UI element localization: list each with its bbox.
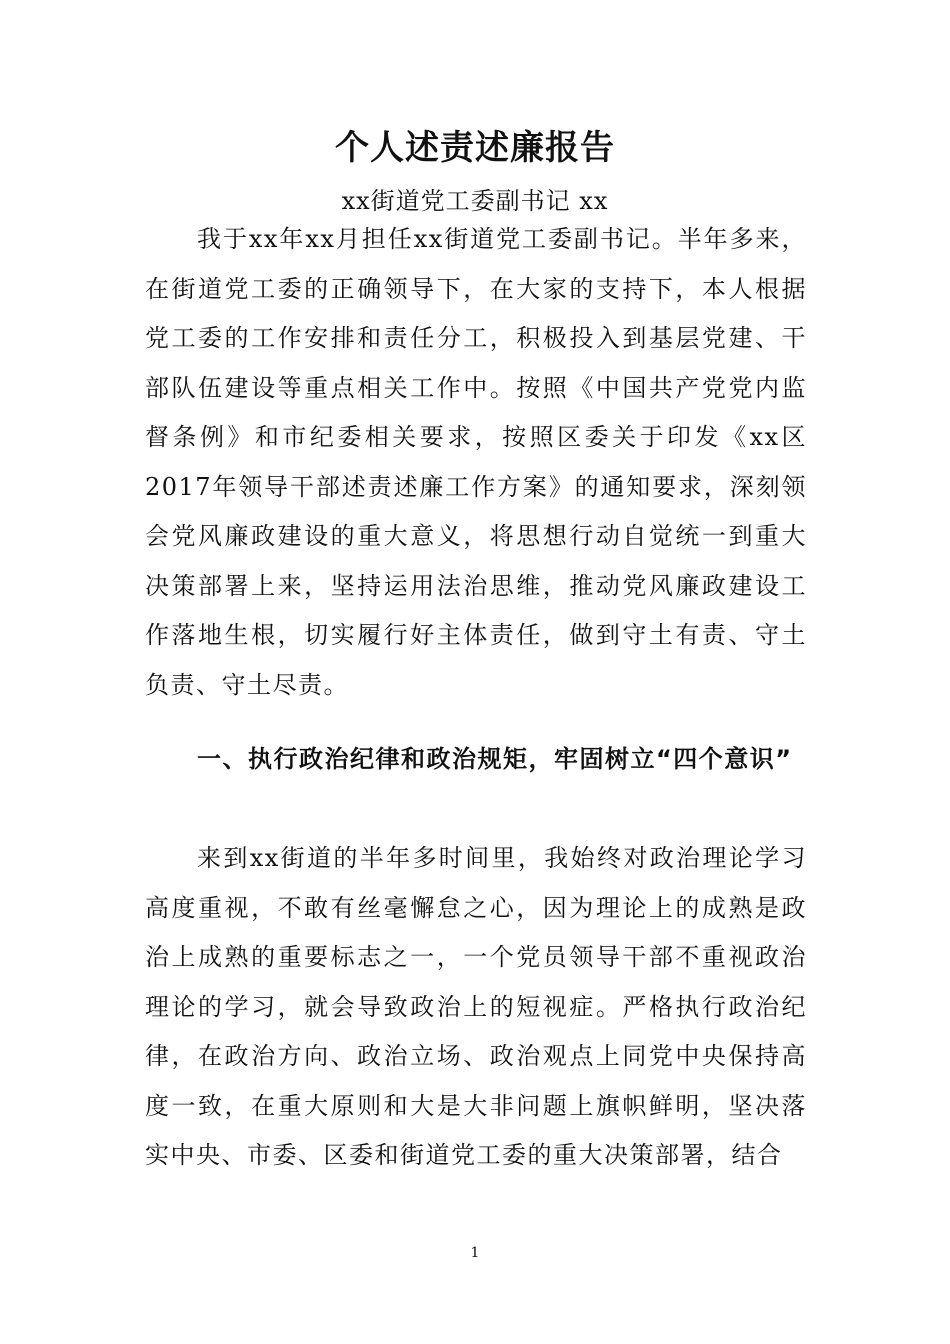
document-subtitle: xx街道党工委副书记 xx bbox=[341, 187, 609, 215]
document-title: 个人述责述廉报告 bbox=[335, 128, 615, 168]
section-heading: 一、执行政治纪律和政治规矩，牢固树立“四个意识” bbox=[197, 745, 793, 773]
intro-paragraph: 我于xx年xx月担任xx街道党工委副书记。半年多来，在街道党工委的正确领导下，在大家的支持下，本人根据党工委的工作安排和责任分工，积极投入到基层党建、干部队伍建设等重点相关工作中。按照《中国共产党党内监督条例》和市纪委相关要求，按照区委关于印发《xx区2017年领导干部述责述廉工作方案》的通知要求，深刻领会党风廉政建设的重大意义，将思想行动自觉统一到重大决策部署上来，坚持运用法治思维，推动党风廉政建设工作落地生根，切实履行好主体责任，做到守土有责、守土负责、守土尽责。 bbox=[145, 225, 807, 699]
page-number: 1 bbox=[470, 1245, 480, 1261]
section-paragraph: 来到xx街道的半年多时间里，我始终对政治理论学习高度重视，不敢有丝毫懈怠之心，因为理论上的成熟是政治上成熟的重要标志之一，一个党员领导干部不重视政治理论的学习，就会导致政治上的短视症。严格执行政治纪律，在政治方向、政治立场、政治观点上同党中央保持高度一致，在重大原则和大是大非问题上旗帜鲜明，坚决落实中央、市委、区委和街道党工委的重大决策部署，结合 bbox=[145, 844, 807, 1169]
